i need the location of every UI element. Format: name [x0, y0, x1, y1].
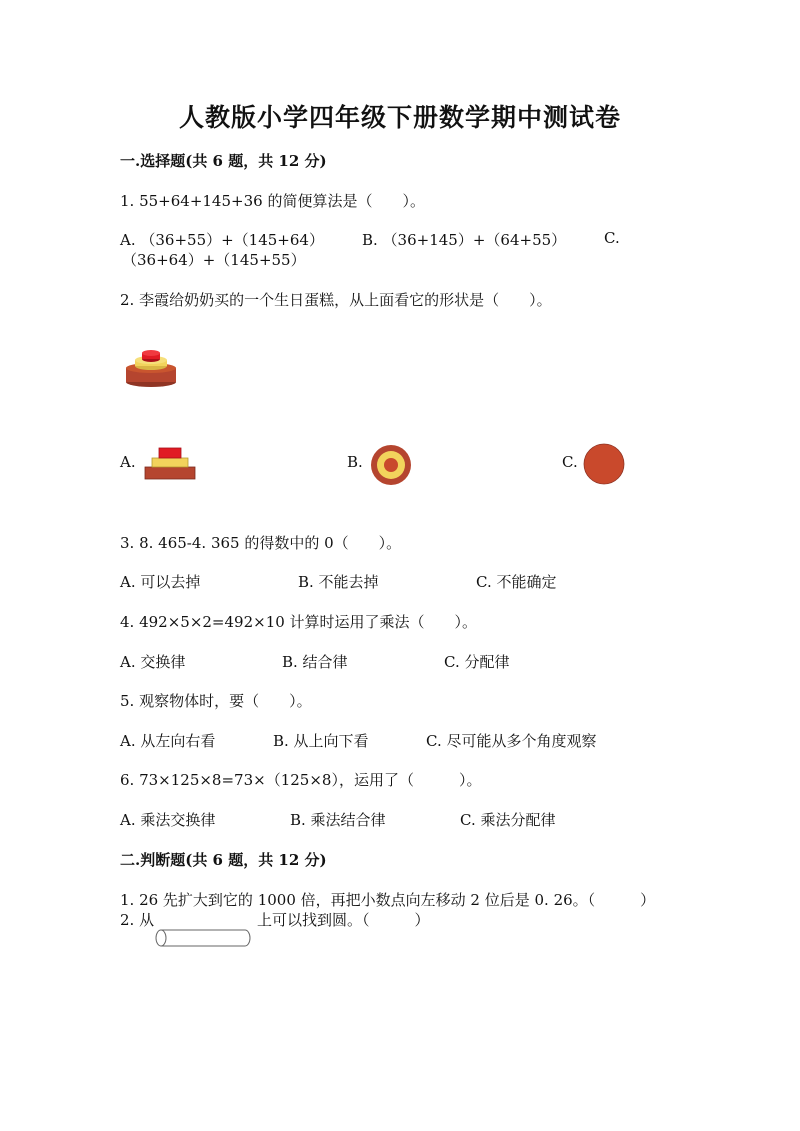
question-2-option-b: B. [347, 453, 363, 471]
question-6-option-a: A. 乘法交换律 [120, 811, 216, 829]
question-1-option-a: A. （36+55）+（145+64） [120, 231, 324, 249]
question-4-option-a: A. 交换律 [120, 653, 186, 671]
question-3-option-c: C. 不能确定 [476, 573, 557, 591]
question-5-option-a: A. 从左向右看 [120, 732, 216, 750]
page-title: 人教版小学四年级下册数学期中测试卷 [178, 103, 621, 132]
cake-3d-icon [124, 348, 178, 388]
question-4-option-b: B. 结合律 [282, 653, 348, 671]
question-6-option-b: B. 乘法结合律 [290, 811, 386, 829]
question-1-option-b: B. （36+145）+（64+55） [362, 231, 567, 249]
question-5-option-b: B. 从上向下看 [273, 732, 369, 750]
question-3-text: 3. 8. 465-4. 365 的得数中的 0（ ）。 [120, 534, 402, 552]
question-4-option-c: C. 分配律 [444, 653, 510, 671]
section-2-heading: 二.判断题(共 6 题，共 12 分) [120, 851, 327, 869]
question-5-text: 5. 观察物体时，要（ ）。 [120, 692, 312, 710]
question-2-option-a: A. [120, 453, 136, 471]
question-5-option-c: C. 尽可能从多个角度观察 [426, 732, 597, 750]
section-1-heading: 一.选择题(共 6 题，共 12 分) [120, 152, 327, 170]
question-2-text: 2. 李霞给奶奶买的一个生日蛋糕，从上面看它的形状是（ ）。 [120, 291, 552, 309]
question-1-text: 1. 55+64+145+36 的简便算法是（ ）。 [120, 192, 425, 210]
question-4-text: 4. 492×5×2=492×10 计算时运用了乘法（ ）。 [120, 613, 478, 631]
concentric-circles-icon [370, 444, 412, 486]
question-3-option-b: B. 不能去掉 [298, 573, 379, 591]
judge-question-1-text: 1. 26 先扩大到它的 1000 倍，再把小数点向左移动 2 位后是 0. 26。（ ） [120, 891, 656, 909]
question-1-option-c-text: （36+64）+（145+55） [122, 251, 306, 269]
question-6-text: 6. 73×125×8=73×（125×8），运用了（ ）。 [120, 771, 482, 789]
judge-question-2-suffix: 上可以找到圆。（ ） [257, 911, 430, 929]
cake-front-view-icon [144, 446, 196, 480]
cylinder-icon [155, 928, 253, 948]
judge-question-2-prefix: 2. 从 [120, 911, 155, 929]
question-6-option-c: C. 乘法分配律 [460, 811, 556, 829]
question-3-option-a: A. 可以去掉 [120, 573, 201, 591]
question-2-option-c: C. [562, 453, 578, 471]
solid-circle-icon [583, 443, 625, 485]
question-1-option-c-label: C. [604, 229, 620, 247]
